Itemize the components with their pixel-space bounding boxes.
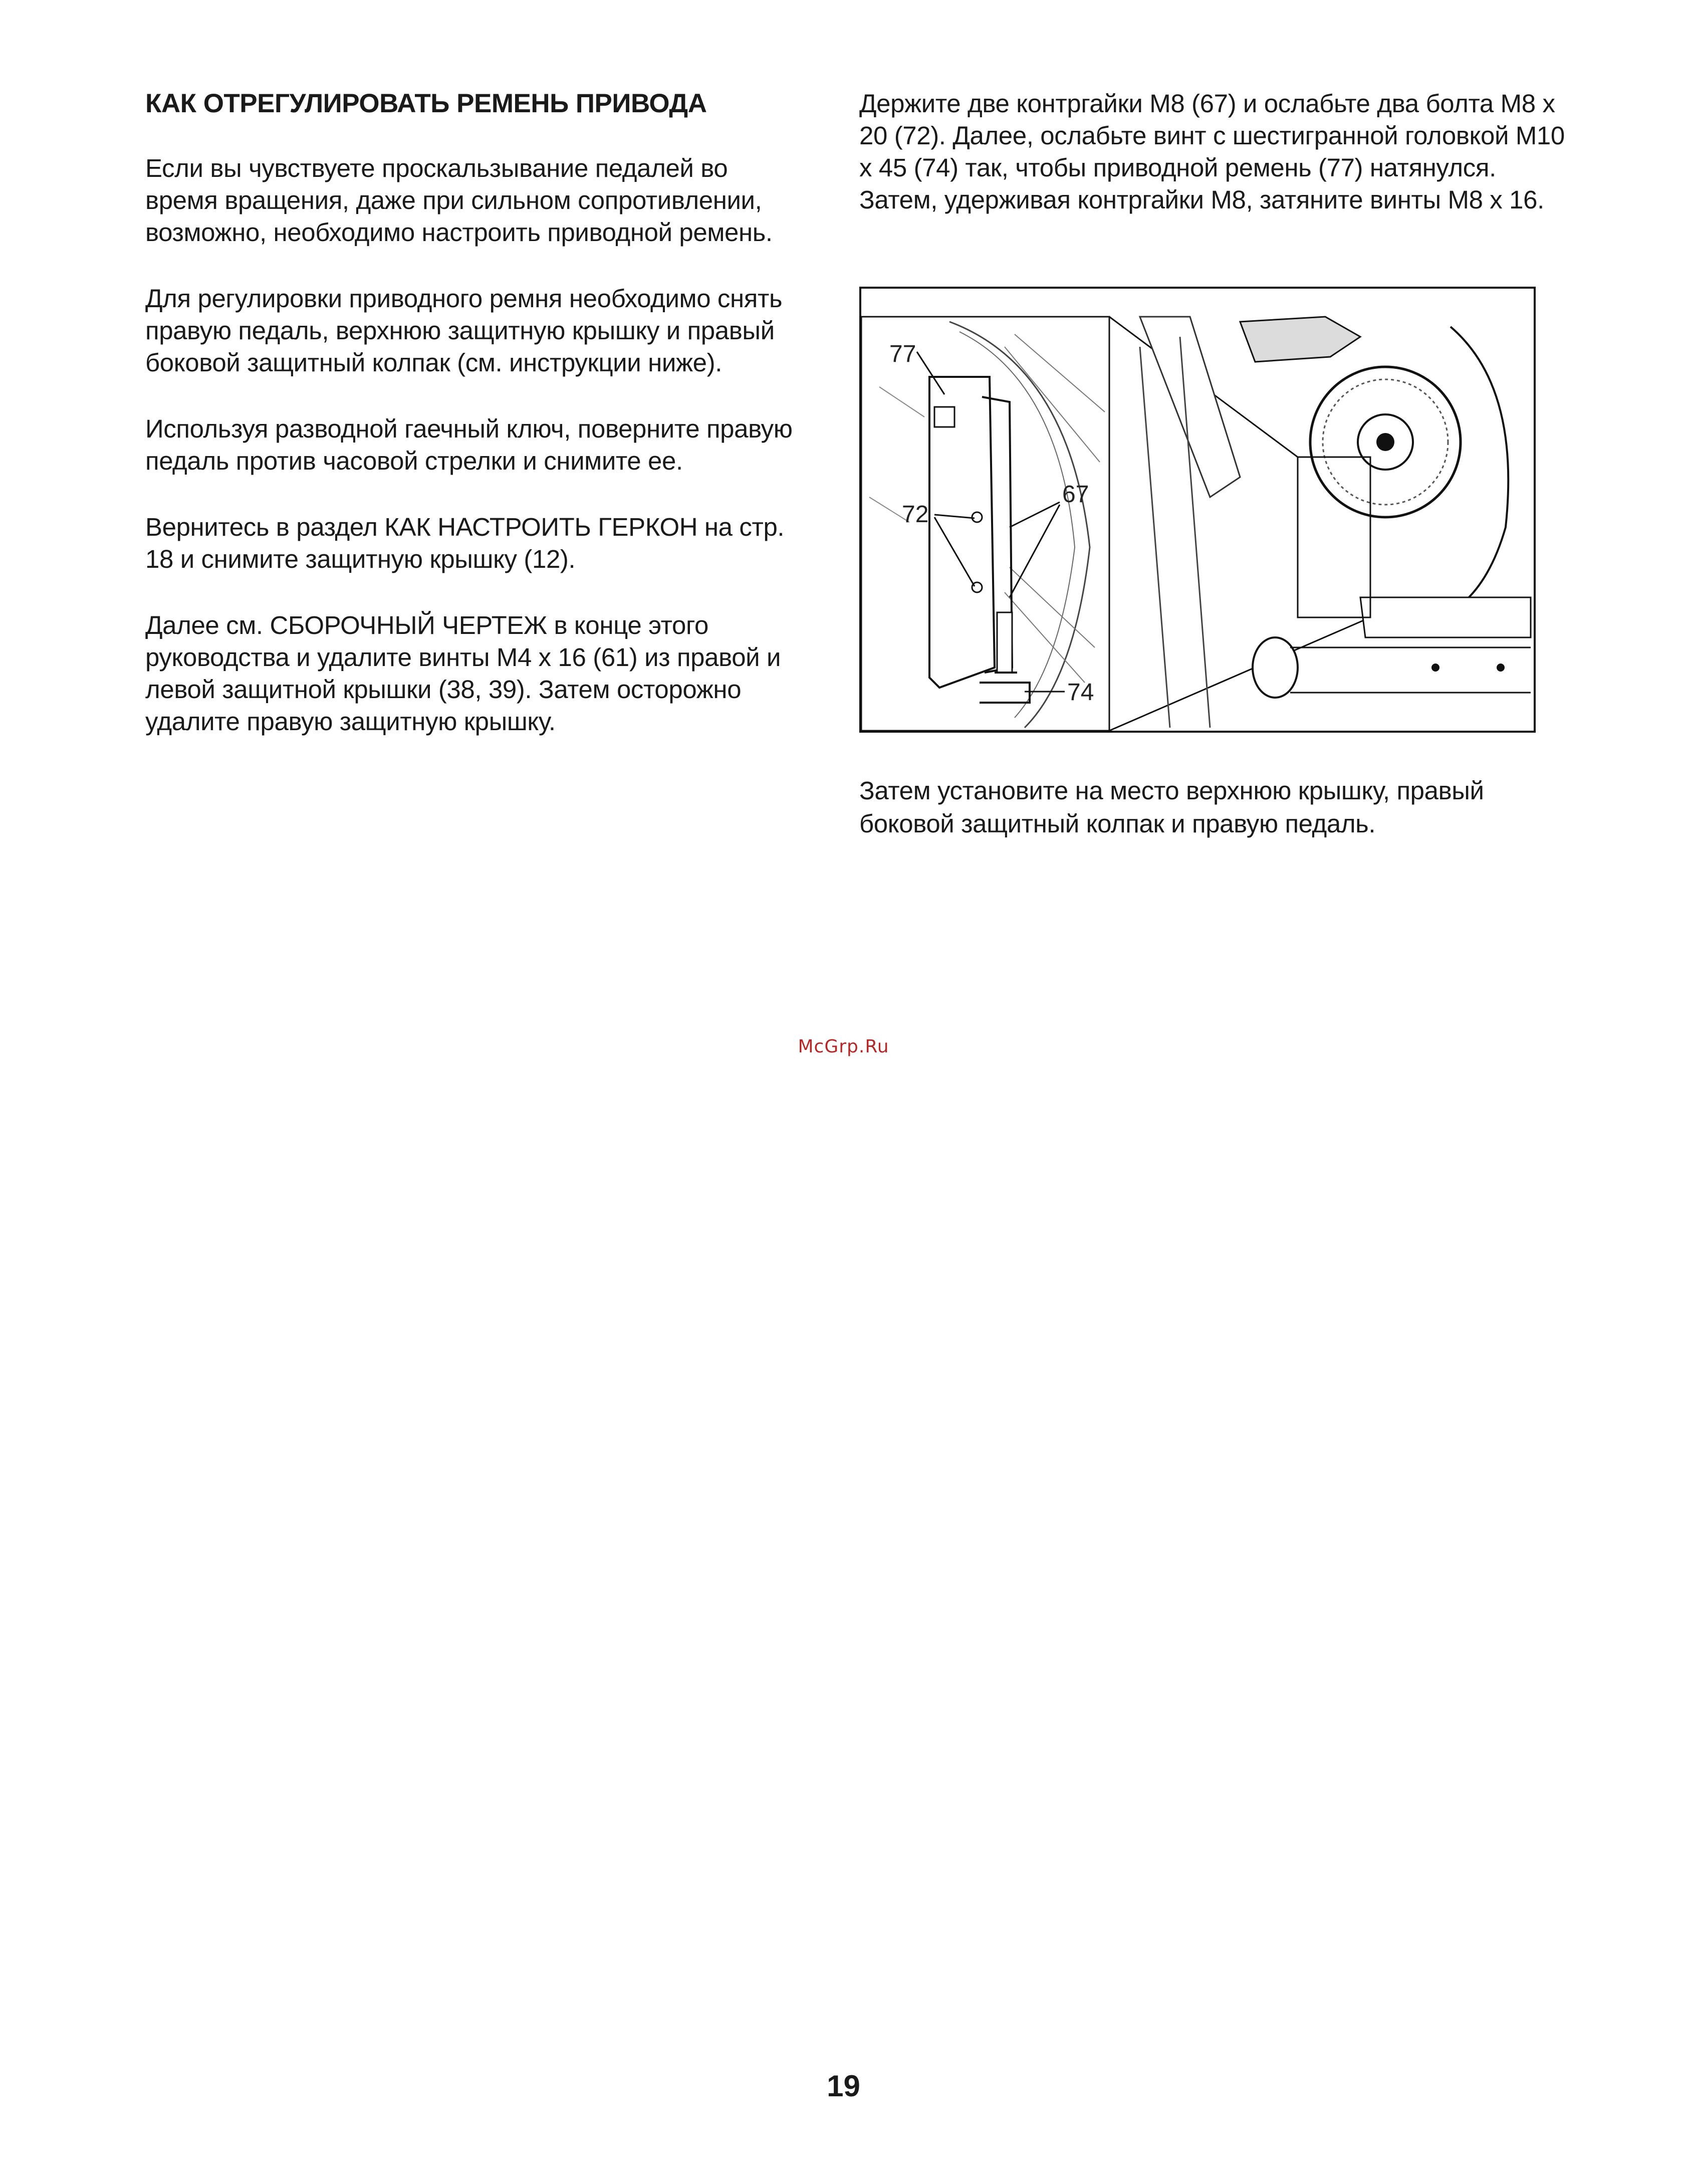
paragraph-reinstall: Затем установите на место верхнюю крышку, правый боковой защитный колпак и правую педаль. xyxy=(859,776,1484,838)
flywheel-axle xyxy=(1376,433,1394,451)
paragraph-remove-parts: Для регулировки приводного ремня необходимо снять правую педаль, верхнюю защитную крышку и правый боковой защитный колпак (см. инструкции ниже). xyxy=(145,284,783,377)
page-number: 19 xyxy=(827,2069,860,2103)
belt-adjustment-diagram xyxy=(859,287,1536,733)
detail-inset xyxy=(861,317,1109,731)
watermark: McGrp.Ru xyxy=(798,1036,889,1057)
adjust-screw xyxy=(997,612,1012,673)
paragraph-adjust-belt: Держите две контргайки M8 (67) и ослабьте два болта M8 x 20 (72). Далее, ослабьте винт с шестигранной головкой M10 x 45 (74) так, чтобы приводной ремень (77) натянулся. Затем, удерживая контргайки M8, затяните винты M8 x 16. xyxy=(859,89,1565,214)
right-column xyxy=(859,88,1576,216)
stabilizer-cap xyxy=(1253,637,1298,698)
paragraph-remove-shield: Далее см. СБОРОЧНЫЙ ЧЕРТЕЖ в конце этого руководства и удалите винты M4 x 16 (61) из правой и левой защитной крышки (38, 39). Затем осторожно удалите правую защитную крышку. xyxy=(145,611,781,736)
callout-77: 77 xyxy=(889,341,916,367)
left-column xyxy=(145,88,807,772)
diagram-svg xyxy=(859,287,1536,733)
hex-nut-top xyxy=(934,407,954,427)
base-bolt-1 xyxy=(1431,664,1439,672)
paragraph-remove-pedal: Используя разводной гаечный ключ, поверните правую педаль против часовой стрелки и снимите ее. xyxy=(145,414,793,475)
callout-72: 72 xyxy=(902,501,929,528)
section-heading: КАК ОТРЕГУЛИРОВАТЬ РЕМЕНЬ ПРИВОДА xyxy=(145,89,707,118)
base-bolt-2 xyxy=(1497,664,1505,672)
callout-74: 74 xyxy=(1067,679,1094,706)
base-frame xyxy=(1360,597,1531,637)
callout-67: 67 xyxy=(1062,481,1089,508)
paragraph-reed-switch: Вернитесь в раздел КАК НАСТРОИТЬ ГЕРКОН на стр. 18 и снимите защитную крышку (12). xyxy=(145,513,785,573)
paragraph-slipping: Если вы чувствуете проскальзывание педалей во время вращения, даже при сильном сопротивлении, возможно, необходимо настроить приводной ремень. xyxy=(145,154,773,247)
